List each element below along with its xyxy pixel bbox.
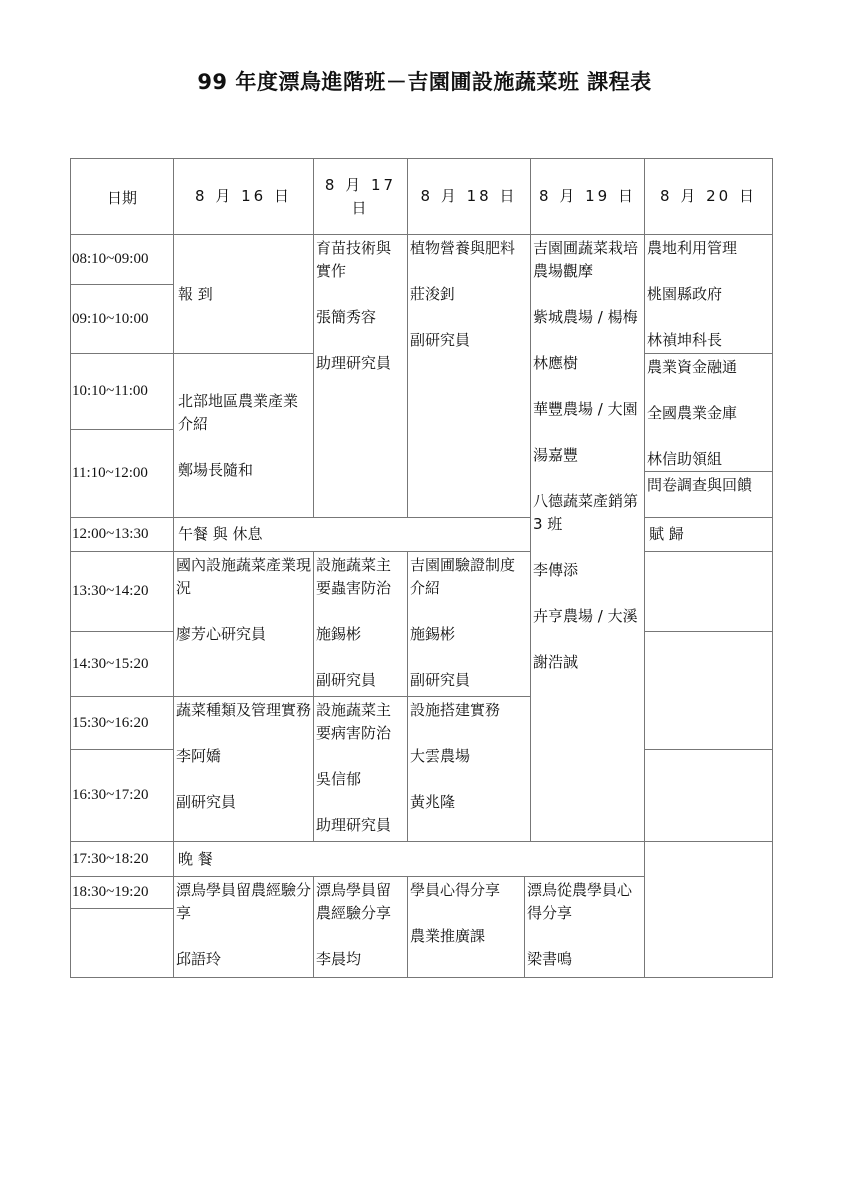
corner-date-label: 日期 — [106, 189, 137, 207]
session-student-reflection: 學員心得分享 農業推廣課 — [407, 876, 524, 978]
time-slot-empty — [70, 908, 173, 978]
session-domestic-industry: 國內設施蔬菜產業現況 廖芳心研究員 — [173, 551, 313, 696]
day-header-1: 8 月 16 日 — [173, 158, 313, 234]
time-slot-8: 15:30~16:20 — [70, 696, 173, 749]
session-farm-visits: 吉園圃蔬菜栽培農場觀摩 紫城農場 / 楊梅 林應樹 華豐農場 / 大園 湯嘉豐 八德蔬菜產銷第 3 班 李傳添 卉亨農場 / 大溪 謝浩誠 — [530, 234, 644, 841]
day-header-5: 8 月 20 日 — [644, 158, 773, 234]
time-slot-10: 17:30~18:20 — [70, 841, 173, 876]
session-greenhouse-building: 設施搭建實務 大雲農場 黃兆隆 — [407, 696, 530, 841]
session-north-agri-intro: 北部地區農業產業介紹 鄭場長隨和 — [173, 353, 313, 517]
day-header-4: 8 月 19 日 — [530, 158, 644, 234]
empty-cell-20-eve — [644, 841, 773, 978]
session-disease-control: 設施蔬菜主要病害防治 吳信郁 助理研究員 — [313, 696, 407, 841]
empty-cell-20-pm2 — [644, 631, 773, 749]
time-slot-4: 11:10~12:00 — [70, 429, 173, 517]
session-student-sharing-1: 漂鳥學員留農經驗分享 邱語玲 — [173, 876, 313, 978]
time-slot-6: 13:30~14:20 — [70, 551, 173, 631]
session-seedling-tech: 育苗技術與實作 張簡秀容 助理研究員 — [313, 234, 407, 517]
session-agri-finance: 農業資金融通 全國農業金庫 林信助領組 — [644, 353, 773, 471]
session-vegetable-types: 蔬菜種類及管理實務 李阿嬌 副研究員 — [173, 696, 313, 841]
time-slot-5: 12:00~13:30 — [70, 517, 173, 551]
time-slot-2: 09:10~10:00 — [70, 284, 173, 353]
session-farming-reflection: 漂鳥從農學員心得分享 梁書鳴 — [524, 876, 644, 978]
session-plant-nutrition: 植物營養與肥料 莊浚釗 副研究員 — [407, 234, 530, 517]
empty-cell-20-pm3 — [644, 749, 773, 841]
session-pest-control: 設施蔬菜主要蟲害防治 施錫彬 副研究員 — [313, 551, 407, 696]
corner-header — [70, 158, 173, 234]
time-slot-7: 14:30~15:20 — [70, 631, 173, 696]
lunch-break: 午餐 與 休息 — [173, 517, 530, 551]
empty-cell-20-pm1 — [644, 551, 773, 631]
time-slot-3: 10:10~11:00 — [70, 353, 173, 429]
dinner-break: 晚 餐 — [173, 841, 644, 876]
session-student-sharing-2: 漂鳥學員留農經驗分享 李晨均 — [313, 876, 407, 978]
day-header-3: 8 月 18 日 — [407, 158, 530, 234]
time-slot-11: 18:30~19:20 — [70, 876, 173, 908]
page-title: 99 年度漂鳥進階班－吉園圃設施蔬菜班 課程表 — [197, 70, 652, 94]
session-land-use: 農地利用管理 桃園縣政府 林禎坤科長 — [644, 234, 773, 353]
session-registration: 報 到 — [173, 234, 313, 353]
session-certification-intro: 吉園圃驗證制度介紹 施錫彬 副研究員 — [407, 551, 530, 696]
time-slot-9: 16:30~17:20 — [70, 749, 173, 841]
session-return-home: 賦 歸 — [644, 517, 773, 551]
session-survey-feedback: 問卷調查與回饋 — [644, 471, 773, 517]
day-header-2: 8 月 17 日 — [313, 158, 407, 234]
time-slot-1: 08:10~09:00 — [70, 234, 173, 284]
